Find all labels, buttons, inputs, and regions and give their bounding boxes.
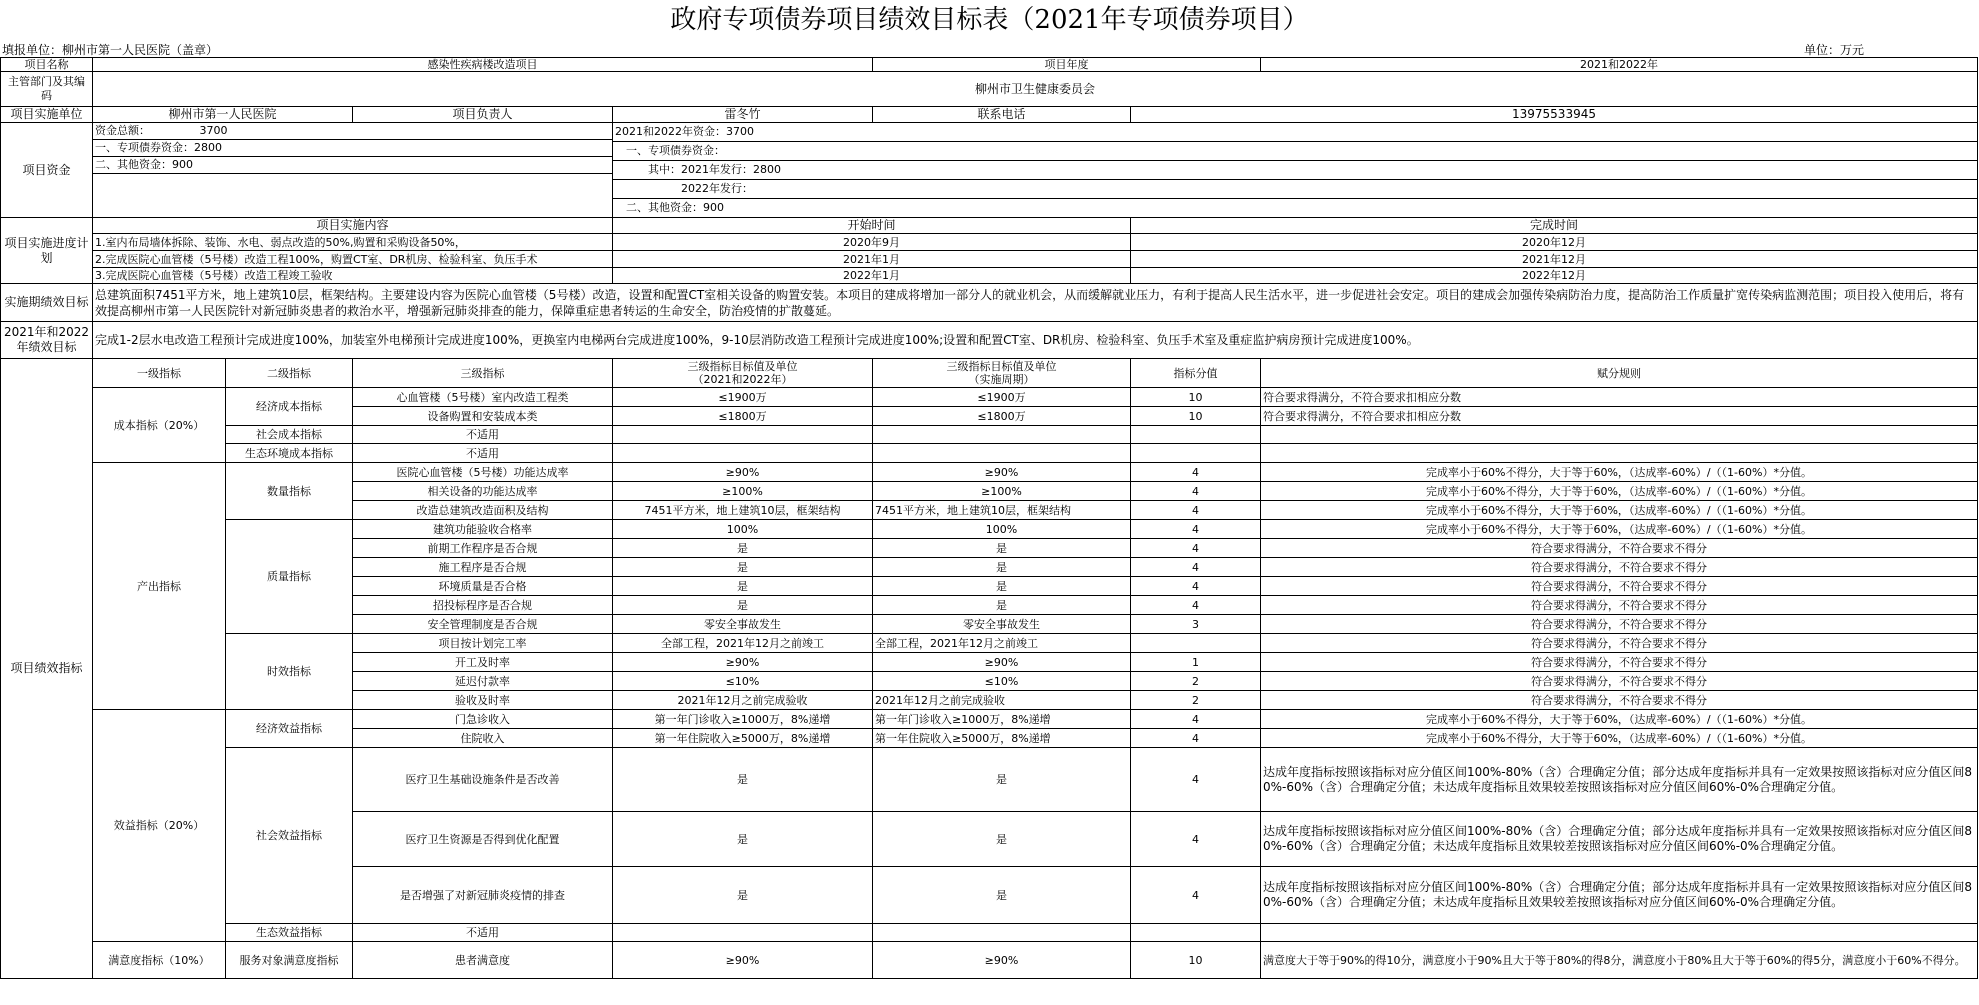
kpi-row bbox=[1, 444, 1978, 463]
kpi-rule: 完成率小于60%不得分，大于等于60%，（达成率-60%）/（（1-60%）*分值。 bbox=[1261, 520, 1978, 539]
kpi-l1-output: 产出指标 bbox=[93, 463, 226, 710]
kpi-score: 4 bbox=[1131, 520, 1261, 539]
kpi-rule: 完成率小于60%不得分，大于等于60%，（达成率-60%）/（（1-60%）*分值。 bbox=[1261, 710, 1978, 729]
kpi-score: 1 bbox=[1131, 653, 1261, 672]
kpi-l3: 是否增强了对新冠肺炎疫情的排查 bbox=[353, 867, 613, 924]
kpi-label: 项目绩效指标 bbox=[1, 359, 93, 979]
kpi-head-l2: 二级指标 bbox=[226, 359, 353, 388]
leader-value: 雷冬竹 bbox=[613, 107, 873, 123]
plan-label: 项目实施进度计划 bbox=[1, 218, 93, 284]
kpi-l3: 前期工作程序是否合规 bbox=[353, 539, 613, 558]
kpi-score: 4 bbox=[1131, 577, 1261, 596]
kpi-l2-soc-eff: 社会效益指标 bbox=[226, 748, 353, 924]
kpi-target-period: 是 bbox=[873, 577, 1131, 596]
kpi-score: 4 bbox=[1131, 463, 1261, 482]
kpi-row bbox=[1, 388, 1978, 407]
funds-total: 资金总额： 3700 bbox=[93, 123, 612, 140]
dept-label: 主管部门及其编码 bbox=[1, 72, 93, 107]
kpi-score: 10 bbox=[1131, 388, 1261, 407]
kpi-rule: 符合要求得满分，不符合要求不得分 bbox=[1261, 577, 1978, 596]
plan-end: 2021年12月 bbox=[1131, 251, 1978, 268]
kpi-l2-soc-cost: 社会成本指标 bbox=[226, 426, 353, 444]
kpi-score: 2 bbox=[1131, 672, 1261, 691]
funds-left bbox=[93, 123, 613, 218]
dept-value: 柳州市卫生健康委员会 bbox=[93, 72, 1978, 107]
kpi-target-year: 第一年住院收入≥5000万，8%递增 bbox=[613, 729, 873, 748]
kpi-rule: 符合要求得满分，不符合要求不得分 bbox=[1261, 558, 1978, 577]
kpi-target-period: 是 bbox=[873, 558, 1131, 577]
goal-table bbox=[0, 57, 1978, 979]
kpi-target-period: ≥90% bbox=[873, 653, 1131, 672]
kpi-row bbox=[1, 463, 1978, 482]
kpi-l2-econ-eff: 经济效益指标 bbox=[226, 710, 353, 748]
leader-label: 项目负责人 bbox=[353, 107, 613, 123]
kpi-l3: 安全管理制度是否合规 bbox=[353, 615, 613, 634]
kpi-l3: 住院收入 bbox=[353, 729, 613, 748]
impl-unit-label: 项目实施单位 bbox=[1, 107, 93, 123]
kpi-l3: 施工程序是否合规 bbox=[353, 558, 613, 577]
kpi-target-year: 零安全事故发生 bbox=[613, 615, 873, 634]
plan-start: 2020年9月 bbox=[613, 234, 1131, 251]
row-goal bbox=[1, 284, 1978, 322]
kpi-score: 4 bbox=[1131, 710, 1261, 729]
row-impl-unit bbox=[1, 107, 1978, 123]
kpi-rule: 符合要求得满分，不符合要求不得分 bbox=[1261, 691, 1978, 710]
kpi-rule: 完成率小于60%不得分，大于等于60%，（达成率-60%）/（（1-60%）*分值。 bbox=[1261, 729, 1978, 748]
kpi-target-period: ≥90% bbox=[873, 942, 1131, 979]
kpi-rule: 达成年度指标按照该指标对应分值区间100%-80%（含）合理确定分值；部分达成年度指标并具有一定效果按照该指标对应分值区间80%-60%（含）合理确定分值；未达成年度指标且效果较差按照该指标对应分值区间60%-0%合理确定分值。 bbox=[1261, 812, 1978, 867]
row-dept bbox=[1, 72, 1978, 107]
plan-row bbox=[1, 234, 1978, 251]
plan-end: 2020年12月 bbox=[1131, 234, 1978, 251]
kpi-score bbox=[1131, 634, 1261, 653]
kpi-target-period: 第一年门诊收入≥1000万，8%递增 bbox=[873, 710, 1131, 729]
kpi-score: 4 bbox=[1131, 539, 1261, 558]
plan-head-content: 项目实施内容 bbox=[93, 218, 613, 234]
funds-year-total: 2021和2022年资金：3700 bbox=[613, 123, 1977, 142]
kpi-l2-time: 时效指标 bbox=[226, 634, 353, 710]
kpi-l3: 项目按计划完工率 bbox=[353, 634, 613, 653]
impl-unit-value: 柳州市第一人民医院 bbox=[93, 107, 353, 123]
kpi-target-year: 是 bbox=[613, 748, 873, 812]
kpi-head-target-year: 三级指标目标值及单位 （2021和2022年） bbox=[613, 359, 873, 388]
kpi-target-year: ≤10% bbox=[613, 672, 873, 691]
row-funds bbox=[1, 123, 1978, 218]
kpi-target-period: ≥100% bbox=[873, 482, 1131, 501]
kpi-l2-qty: 数量指标 bbox=[226, 463, 353, 520]
kpi-target-year: 2021年12月之前完成验收 bbox=[613, 691, 873, 710]
kpi-head-score: 指标分值 bbox=[1131, 359, 1261, 388]
goal-text: 总建筑面积7451平方米，地上建筑10层，框架结构。主要建设内容为医院心血管楼（5号楼）改造，设置和配置CT室相关设备的购置安装。本项目的建成将增加一部分人的就业机会，从而缓解就业压力，有利于提高人民生活水平，进一步促进社会安定。项目的建成会加强传染病防治力度，提高防治工作质量扩宽传染病监测范围；项目投入使用后，将有效提高柳州市第一人民医院针对新冠肺炎患者的救治水平，增强新冠肺炎排查的能力，保障重症患者转运的生命安全，防治疫情的扩散蔓延。 bbox=[93, 284, 1978, 322]
kpi-target-year: ≤1900万 bbox=[613, 388, 873, 407]
kpi-score: 4 bbox=[1131, 558, 1261, 577]
kpi-score: 10 bbox=[1131, 407, 1261, 426]
kpi-target-period: 是 bbox=[873, 539, 1131, 558]
plan-end: 2022年12月 bbox=[1131, 268, 1978, 284]
kpi-score: 4 bbox=[1131, 867, 1261, 924]
kpi-rule: 完成率小于60%不得分，大于等于60%，（达成率-60%）/（（1-60%）*分值。 bbox=[1261, 482, 1978, 501]
kpi-rule: 达成年度指标按照该指标对应分值区间100%-80%（含）合理确定分值；部分达成年度指标并具有一定效果按照该指标对应分值区间80%-60%（含）合理确定分值；未达成年度指标且效果较差按照该指标对应分值区间60%-0%合理确定分值。 bbox=[1261, 748, 1978, 812]
funds-other: 二、其他资金：900 bbox=[93, 157, 612, 174]
kpi-l3: 相关设备的功能达成率 bbox=[353, 482, 613, 501]
kpi-target-year: 7451平方米，地上建筑10层，框架结构 bbox=[613, 501, 873, 520]
kpi-l1-effect: 效益指标（20%） bbox=[93, 710, 226, 942]
kpi-head-row bbox=[1, 359, 1978, 388]
kpi-target-year: 是 bbox=[613, 577, 873, 596]
kpi-score: 4 bbox=[1131, 501, 1261, 520]
goal-label: 实施期绩效目标 bbox=[1, 284, 93, 322]
kpi-l2-eco-cost: 生态环境成本指标 bbox=[226, 444, 353, 463]
kpi-score: 4 bbox=[1131, 596, 1261, 615]
annual-label: 2021年和2022年绩效目标 bbox=[1, 322, 93, 359]
phone-value: 13975533945 bbox=[1131, 107, 1978, 123]
phone-label: 联系电话 bbox=[873, 107, 1131, 123]
kpi-rule: 完成率小于60%不得分，大于等于60%，（达成率-60%）/（（1-60%）*分值。 bbox=[1261, 501, 1978, 520]
project-year-label: 项目年度 bbox=[873, 58, 1261, 72]
kpi-rule: 符合要求得满分，不符合要求扣相应分数 bbox=[1261, 388, 1978, 407]
kpi-l3: 不适用 bbox=[353, 924, 613, 942]
kpi-target-year: 是 bbox=[613, 812, 873, 867]
kpi-l2-eco-eff: 生态效益指标 bbox=[226, 924, 353, 942]
kpi-target-year: 100% bbox=[613, 520, 873, 539]
kpi-head-l3: 三级指标 bbox=[353, 359, 613, 388]
kpi-rule: 符合要求得满分，不符合要求不得分 bbox=[1261, 615, 1978, 634]
page-title: 政府专项债券项目绩效目标表（2021年专项债券项目） bbox=[670, 5, 1309, 35]
row-project-name bbox=[1, 58, 1978, 72]
project-year-value: 2021和2022年 bbox=[1261, 58, 1978, 72]
kpi-rule: 符合要求得满分，不符合要求扣相应分数 bbox=[1261, 407, 1978, 426]
kpi-l3: 不适用 bbox=[353, 426, 613, 444]
kpi-score: 4 bbox=[1131, 748, 1261, 812]
kpi-rule: 达成年度指标按照该指标对应分值区间100%-80%（含）合理确定分值；部分达成年度指标并具有一定效果按照该指标对应分值区间80%-60%（含）合理确定分值；未达成年度指标且效果较差按照该指标对应分值区间60%-0%合理确定分值。 bbox=[1261, 867, 1978, 924]
kpi-target-year: 全部工程，2021年12月之前竣工 bbox=[613, 634, 873, 653]
kpi-l3: 心血管楼（5号楼）室内改造工程类 bbox=[353, 388, 613, 407]
kpi-rule: 符合要求得满分，不符合要求不得分 bbox=[1261, 539, 1978, 558]
kpi-l3: 医疗卫生资源是否得到优化配置 bbox=[353, 812, 613, 867]
plan-content: 1.室内布局墙体拆除、装饰、水电、弱点改造的50%,购置和采购设备50%， bbox=[93, 234, 613, 251]
kpi-l1-cost: 成本指标（20%） bbox=[93, 388, 226, 463]
kpi-rule: 符合要求得满分，不符合要求不得分 bbox=[1261, 653, 1978, 672]
kpi-l3: 患者满意度 bbox=[353, 942, 613, 979]
kpi-row bbox=[1, 942, 1978, 979]
kpi-target-period: 是 bbox=[873, 596, 1131, 615]
kpi-rule: 符合要求得满分，不符合要求不得分 bbox=[1261, 672, 1978, 691]
kpi-target-year: 是 bbox=[613, 867, 873, 924]
kpi-target-period: 是 bbox=[873, 748, 1131, 812]
kpi-l2-econ-cost: 经济成本指标 bbox=[226, 388, 353, 426]
kpi-target-year: 是 bbox=[613, 596, 873, 615]
project-name-value: 感染性疾病楼改造项目 bbox=[93, 58, 873, 72]
kpi-score: 3 bbox=[1131, 615, 1261, 634]
kpi-target-period: 第一年住院收入≥5000万，8%递增 bbox=[873, 729, 1131, 748]
kpi-target-period: 7451平方米，地上建筑10层，框架结构 bbox=[873, 501, 1131, 520]
kpi-score: 4 bbox=[1131, 729, 1261, 748]
kpi-rule: 符合要求得满分，不符合要求不得分 bbox=[1261, 596, 1978, 615]
funds-year-other: 二、其他资金：900 bbox=[615, 201, 724, 214]
kpi-l3: 招投标程序是否合规 bbox=[353, 596, 613, 615]
kpi-row bbox=[1, 710, 1978, 729]
kpi-target-year: ≥90% bbox=[613, 463, 873, 482]
project-name-label: 项目名称 bbox=[1, 58, 93, 72]
kpi-row bbox=[1, 924, 1978, 942]
funds-label: 项目资金 bbox=[1, 123, 93, 218]
kpi-rule: 符合要求得满分，不符合要求不得分 bbox=[1261, 634, 1978, 653]
kpi-score: 10 bbox=[1131, 942, 1261, 979]
kpi-target-year: 是 bbox=[613, 558, 873, 577]
kpi-target-year: ≥90% bbox=[613, 942, 873, 979]
kpi-target-period: 是 bbox=[873, 812, 1131, 867]
kpi-l3: 不适用 bbox=[353, 444, 613, 463]
kpi-target-period: ≤1900万 bbox=[873, 388, 1131, 407]
plan-head-start: 开始时间 bbox=[613, 218, 1131, 234]
kpi-target-year: ≤1800万 bbox=[613, 407, 873, 426]
kpi-rule: 满意度大于等于90%的得10分，满意度小于90%且大于等于80%的得8分，满意度小于80%且大于等于60%的得5分，满意度小于60%不得分。 bbox=[1261, 942, 1978, 979]
plan-head-end: 完成时间 bbox=[1131, 218, 1978, 234]
row-annual bbox=[1, 322, 1978, 359]
kpi-l3: 改造总建筑改造面积及结构 bbox=[353, 501, 613, 520]
kpi-rule: 完成率小于60%不得分，大于等于60%，（达成率-60%）/（（1-60%）*分值。 bbox=[1261, 463, 1978, 482]
kpi-score: 4 bbox=[1131, 812, 1261, 867]
kpi-l1-satisfaction: 满意度指标（10%） bbox=[93, 942, 226, 979]
kpi-head-rule: 赋分规则 bbox=[1261, 359, 1978, 388]
plan-start: 2022年1月 bbox=[613, 268, 1131, 284]
kpi-head-l1: 一级指标 bbox=[93, 359, 226, 388]
kpi-row bbox=[1, 634, 1978, 653]
kpi-target-year: 第一年门诊收入≥1000万，8%递增 bbox=[613, 710, 873, 729]
kpi-l3: 设备购置和安装成本类 bbox=[353, 407, 613, 426]
funds-issue-2021: 其中：2021年发行：2800 bbox=[613, 161, 1977, 180]
plan-row bbox=[1, 251, 1978, 268]
reporter-label: 填报单位：柳州市第一人民医院（盖章） bbox=[2, 43, 219, 57]
kpi-target-year: 是 bbox=[613, 539, 873, 558]
kpi-target-period: 是 bbox=[873, 867, 1131, 924]
plan-content: 3.完成医院心血管楼（5号楼）改造工程竣工验收 bbox=[93, 268, 613, 284]
kpi-l3: 开工及时率 bbox=[353, 653, 613, 672]
funds-year-bond: 一、专项债券资金： bbox=[613, 142, 1977, 161]
kpi-row bbox=[1, 426, 1978, 444]
kpi-target-period: ≥90% bbox=[873, 463, 1131, 482]
kpi-row bbox=[1, 520, 1978, 539]
plan-content: 2.完成医院心血管楼（5号楼）改造工程100%，购置CT室、DR机房、检验科室、负压手术 bbox=[93, 251, 613, 268]
funds-issue-2022: 2022年发行： bbox=[613, 180, 1977, 199]
header-meta bbox=[0, 40, 1979, 57]
kpi-l2-sat: 服务对象满意度指标 bbox=[226, 942, 353, 979]
kpi-target-period: ≤1800万 bbox=[873, 407, 1131, 426]
unit-label: 单位：万元 bbox=[1803, 43, 1864, 57]
kpi-l3: 医疗卫生基础设施条件是否改善 bbox=[353, 748, 613, 812]
kpi-l3: 延迟付款率 bbox=[353, 672, 613, 691]
kpi-target-year: ≥90% bbox=[613, 653, 873, 672]
kpi-target-period: 100% bbox=[873, 520, 1131, 539]
row-plan-head bbox=[1, 218, 1978, 234]
kpi-head-target-period: 三级指标目标值及单位 （实施周期） bbox=[873, 359, 1131, 388]
kpi-l3: 门急诊收入 bbox=[353, 710, 613, 729]
kpi-l3: 验收及时率 bbox=[353, 691, 613, 710]
kpi-target-period: ≤10% bbox=[873, 672, 1131, 691]
kpi-l2-qual: 质量指标 bbox=[226, 520, 353, 634]
kpi-score: 4 bbox=[1131, 482, 1261, 501]
kpi-score: 2 bbox=[1131, 691, 1261, 710]
kpi-target-period: 2021年12月之前完成验收 bbox=[873, 691, 1131, 710]
plan-start: 2021年1月 bbox=[613, 251, 1131, 268]
kpi-target-year: ≥100% bbox=[613, 482, 873, 501]
funds-right bbox=[613, 123, 1978, 218]
kpi-l3: 环境质量是否合格 bbox=[353, 577, 613, 596]
kpi-row bbox=[1, 748, 1978, 812]
kpi-target-period: 零安全事故发生 bbox=[873, 615, 1131, 634]
annual-text: 完成1-2层水电改造工程预计完成进度100%，加装室外电梯预计完成进度100%，更换室内电梯两台完成进度100%，9-10层消防改造工程预计完成进度100%;设置和配置CT室、DR机房、检验科室、负压手术室及重症监护病房预计完成进度100%。 bbox=[93, 322, 1978, 359]
kpi-l3: 医院心血管楼（5号楼）功能达成率 bbox=[353, 463, 613, 482]
plan-row bbox=[1, 268, 1978, 284]
kpi-target-period: 全部工程，2021年12月之前竣工 bbox=[873, 634, 1131, 653]
funds-bond: 一、专项债券资金：2800 bbox=[93, 140, 612, 157]
kpi-l3: 建筑功能验收合格率 bbox=[353, 520, 613, 539]
